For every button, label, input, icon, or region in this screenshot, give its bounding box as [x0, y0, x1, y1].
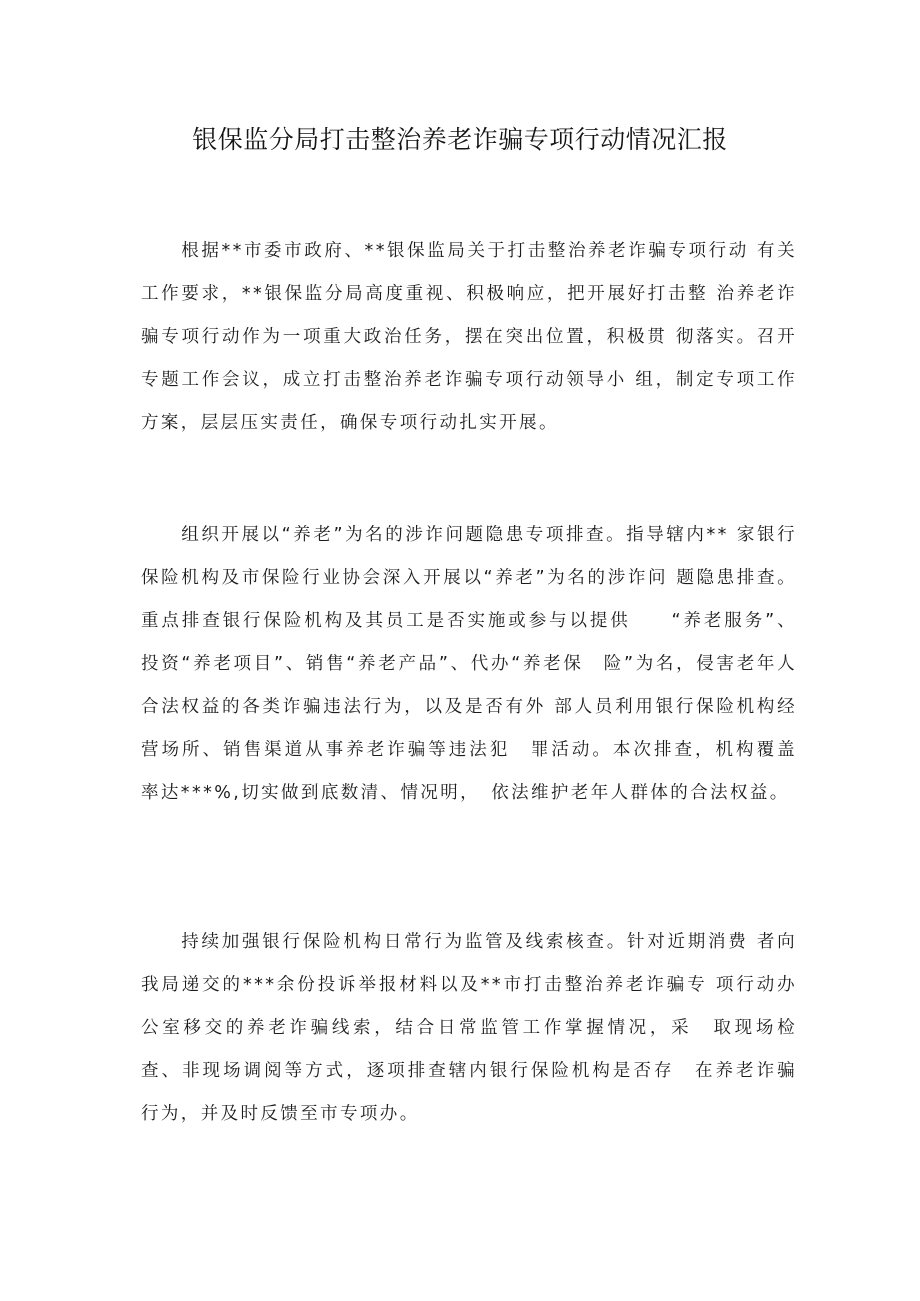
paragraph-1: 根据**市委市政府、**银保监局关于打击整治养老诈骗专项行动 有关工作要求，**银保监分局高度重视、积极响应，把开展好打击整 治养老诈骗专项行动作为一项重大政治任务，摆在突出位置，积极贯 彻落实。召开专题工作会议，成立打击整治养老诈骗专项行动领导小 组，制定专项工作方案，层层压实责任，确保专项行动扎实开展。 — [141, 241, 797, 433]
paragraph-3: 持续加强银行保险机构日常行为监管及线索核查。针对近期消费 者向我局递交的***余份投诉举报材料以及**市打击整治养老诈骗专 项行动办公室移交的养老诈骗线索，结合日常监管工作掌握情况，采 取现场检查、非现场调阅等方式，逐项排查辖内银行保险机构是否存 在养老诈骗行为，并及时反馈至市专项办。 — [141, 932, 797, 1124]
paragraph-block-2 — [141, 514, 797, 815]
document-title: 银保监分局打击整治养老诈骗专项行动情况汇报 — [192, 125, 728, 154]
paragraph-block-3 — [141, 921, 797, 1136]
paragraph-2: 组织开展以“养老”为名的涉诈问题隐患专项排查。指导辖内** 家银行保险机构及市保险行业协会深入开展以“养老”为名的涉诈问 题隐患排查。重点排查银行保险机构及其员工是否实施或参与以提供 “养老服务”、投资“养老项目”、销售“养老产品”、代办“养老保 险”为名，侵害老年人合法权益的各类诈骗违法行为，以及是否有外 部人员利用银行保险机构经营场所、销售渠道从事养老诈骗等违法犯 罪活动。本次排查，机构覆盖率达***%,切实做到底数清、情况明， 依法维护老年人群体的合法权益。 — [141, 525, 797, 803]
paragraph-block-1 — [141, 230, 797, 445]
